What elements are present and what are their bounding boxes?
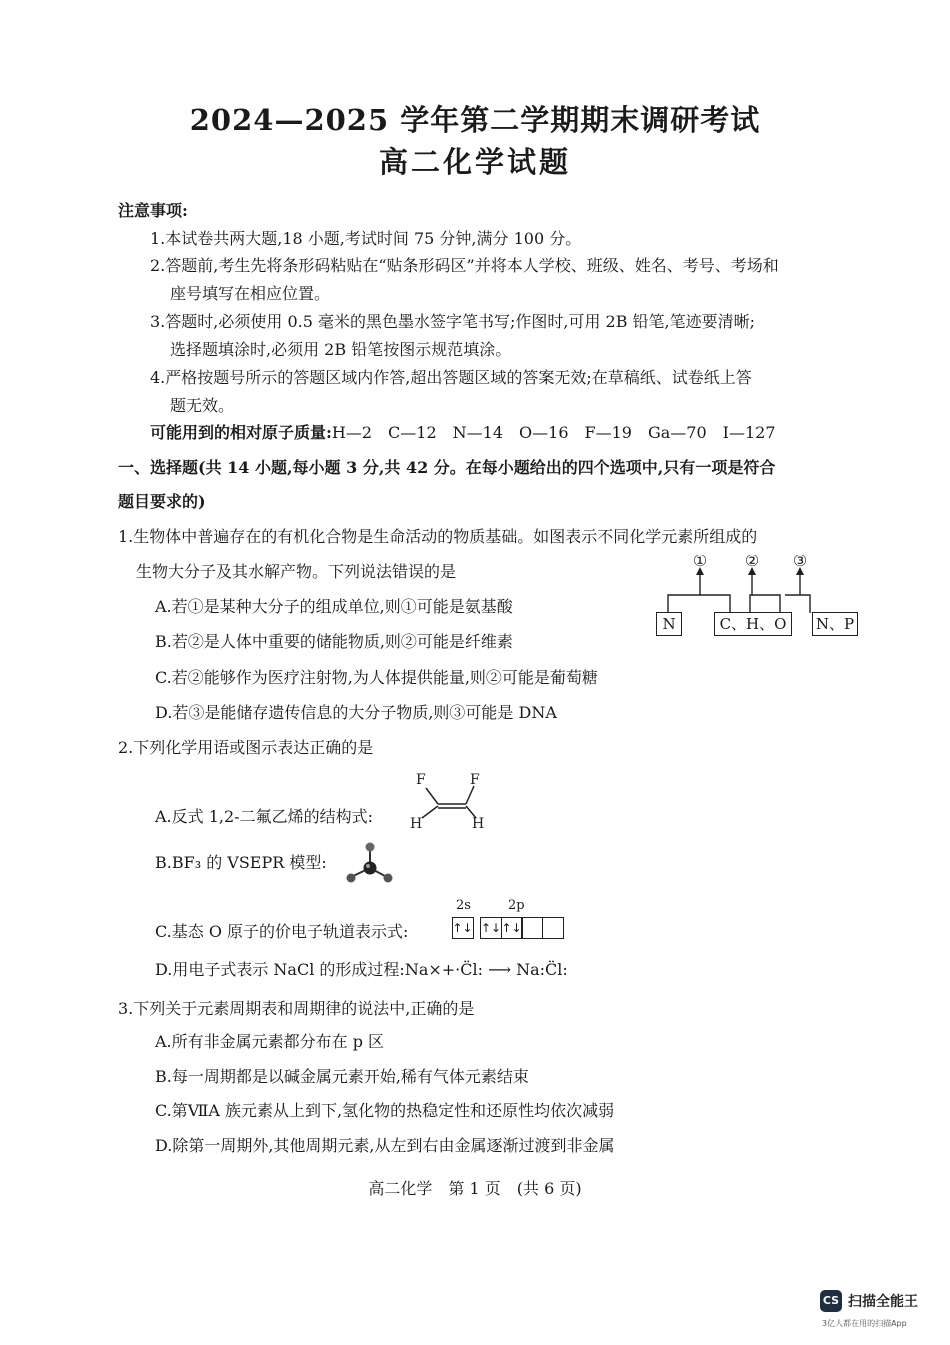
- bond: [426, 788, 438, 804]
- atom-ball: [366, 843, 375, 852]
- orbital-label-2p: 2p: [508, 898, 525, 913]
- q3-option-a: A.所有非金属元素都分布在 p 区: [155, 1032, 385, 1051]
- notice-item: 题无效。: [170, 396, 235, 415]
- q1-box-np: N、P: [812, 612, 858, 636]
- atom-ball: [347, 874, 356, 883]
- orbital-box: ↑↓: [452, 917, 474, 939]
- bond: [466, 786, 474, 804]
- orbital-diagram: [453, 917, 564, 939]
- q3-option-b: B.每一周期都是以碱金属元素开始,稀有气体元素结束: [155, 1067, 529, 1086]
- q2-b-vsepr-model: [342, 838, 396, 886]
- orbital-box: ↑↓: [480, 917, 502, 939]
- orbital-box: [521, 917, 543, 939]
- q3-stem: 3.下列关于元素周期表和周期律的说法中,正确的是: [118, 999, 475, 1018]
- atom-ball: [384, 874, 393, 883]
- q1-diagram-line: [752, 595, 780, 613]
- q2-option-a: A.反式 1,2-二氟乙烯的结构式:: [155, 807, 373, 826]
- atom-h: H: [472, 816, 485, 830]
- exam-title: 2024—2025 学年第二学期期末调研考试: [189, 103, 761, 137]
- atom-h: H: [410, 816, 423, 830]
- q1-stem-cont: 生物大分子及其水解产物。下列说法错误的是: [136, 562, 457, 581]
- q1-box-n: N: [656, 612, 682, 636]
- q2-option-d: [155, 960, 568, 980]
- q1-label-2: ②: [744, 555, 760, 570]
- page-footer: 高二化学 第 1 页 (共 6 页): [368, 1179, 582, 1198]
- orbital-label-2s: 2s: [456, 898, 471, 913]
- atom-f: F: [470, 772, 480, 788]
- atomic-mass-label: 可能用到的相对原子质量:: [150, 423, 332, 442]
- q2-option-b: B.BF₃ 的 VSEPR 模型:: [155, 853, 327, 872]
- scanner-logo: CS: [820, 1290, 842, 1312]
- center-atom-ball: [364, 862, 377, 875]
- q1-stem: 1.生物体中普遍存在的有机化合物是生命活动的物质基础。如图表示不同化学元素所组成的: [118, 527, 758, 546]
- notice-heading: 注意事项:: [118, 201, 188, 220]
- q1-label-1: ①: [692, 555, 708, 570]
- q1-diagram-line: [700, 595, 730, 613]
- q1-option-d: D.若③是能储存遗传信息的大分子物质,则③可能是 DNA: [155, 703, 557, 722]
- q2-option-c: C.基态 O 原子的价电子轨道表示式:: [155, 922, 409, 941]
- q1-diagram-line: [668, 573, 700, 613]
- orbital-box: [542, 917, 564, 939]
- notice-item: 座号填写在相应位置。: [170, 284, 331, 303]
- scanner-app-name: 扫描全能王: [848, 1294, 918, 1310]
- q1-option-c: C.若②能够作为医疗注射物,为人体提供能量,则②可能是葡萄糖: [155, 668, 598, 687]
- q1-option-b: B.若②是人体中重要的储能物质,则②可能是纤维素: [155, 632, 513, 651]
- q1-label-3: ③: [792, 555, 808, 570]
- notice-item: 选择题填涂时,必须用 2B 铅笔按图示规范填涂。: [170, 340, 512, 359]
- scanner-tagline: 3亿人都在用的扫描App: [822, 1319, 907, 1328]
- q3-option-c: C.第ⅦA 族元素从上到下,氢化物的热稳定性和还原性均依次减弱: [155, 1101, 615, 1120]
- notice-item: 4.严格按题号所示的答题区域内作答,超出答题区域的答案无效;在草稿纸、试卷纸上答: [150, 368, 752, 387]
- q2-a-structure: [408, 768, 488, 830]
- exam-subtitle: 高二化学试题: [378, 145, 571, 179]
- q1-box-cho: C、H、O: [714, 612, 792, 636]
- bond: [422, 806, 438, 818]
- q2-option-d-text: D.用电子式表示 NaCl 的形成过程:: [155, 960, 405, 979]
- atomic-mass-values: H—2 C—12 N—14 O—16 F—19 Ga—70 I—127: [331, 423, 776, 442]
- orbital-box: ↑↓: [501, 917, 523, 939]
- nacl-formation: Na×+·C̈l: ⟶ Na:C̈l:: [404, 960, 568, 979]
- q1-diagram-line: [785, 595, 810, 613]
- notice-item: 3.答题时,必须使用 0.5 毫米的黑色墨水签字笔书写;作图时,可用 2B 铅笔,笔迹要清晰;: [150, 312, 756, 331]
- q3-option-d: D.除第一周期外,其他周期元素,从左到右由金属逐渐过渡到非金属: [155, 1136, 615, 1155]
- section-heading: 一、选择题(共 14 小题,每小题 3 分,共 42 分。在每小题给出的四个选项中,只有一项是符合: [118, 458, 776, 477]
- section-heading-cont: 题目要求的): [118, 492, 206, 511]
- q2-stem: 2.下列化学用语或图示表达正确的是: [118, 738, 374, 757]
- q1-diagram-line: [750, 573, 752, 613]
- notice-item: 2.答题前,考生先将条形码粘贴在“贴条形码区”并将本人学校、班级、姓名、考号、考场和: [150, 256, 779, 275]
- atom-f: F: [416, 772, 426, 788]
- atomic-mass-line: [150, 423, 776, 443]
- q1-option-a: A.若①是某种大分子的组成单位,则①可能是氨基酸: [155, 597, 513, 616]
- notice-item: 1.本试卷共两大题,18 小题,考试时间 75 分钟,满分 100 分。: [150, 229, 582, 248]
